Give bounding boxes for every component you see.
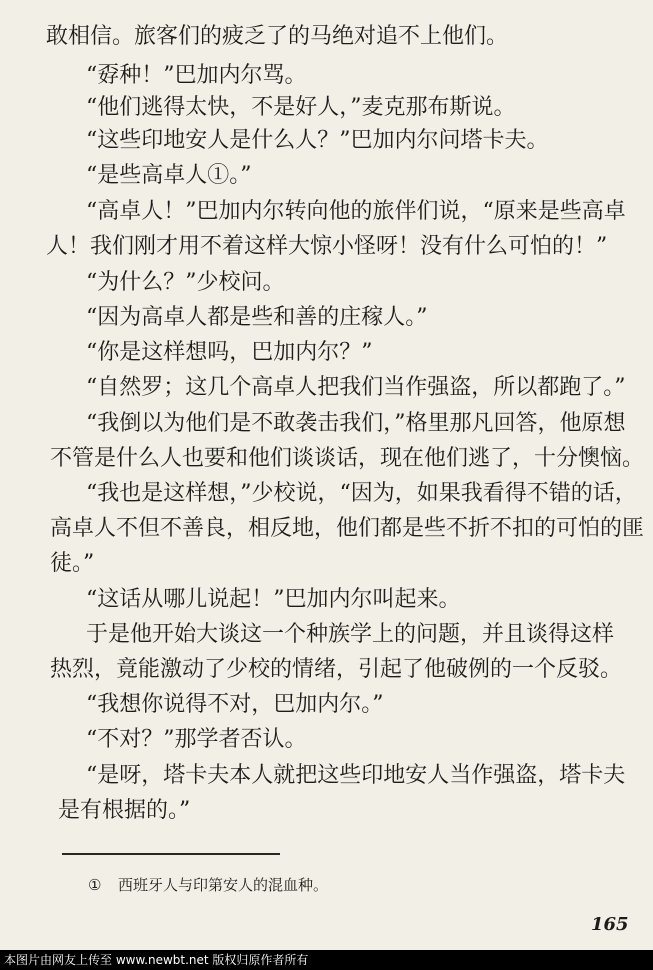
watermark-banner: 本图片由网友上传至 www.newbt.net 版权归原作者所有 <box>0 950 653 970</box>
text-line: 是有根据的。” <box>58 798 191 823</box>
text-line: “我想你说得不对，巴加内尔。” <box>86 692 384 717</box>
text-line: “为什么？”少校问。 <box>86 270 285 295</box>
footnote-divider <box>62 853 280 855</box>
text-line: “不对？”那学者否认。 <box>86 727 307 752</box>
text-line: 不管是什么人也要和他们谈谈话，现在他们逃了，十分懊恼。 <box>50 446 645 471</box>
text-line: 高卓人不但不善良，相反地，他们都是些不折不扣的可怕的匪 <box>50 516 645 541</box>
page-number: 165 <box>591 914 629 935</box>
text-line: 敢相信。旅客们的疲乏了的马绝对追不上他们。 <box>46 24 509 49</box>
text-line: “他们逃得太快，不是好人，”麦克那布斯说。 <box>86 95 516 120</box>
text-line: 徒。” <box>50 551 95 576</box>
text-line: “这些印地安人是什么人？”巴加内尔问塔卡夫。 <box>86 128 549 153</box>
text-line: “是些高卓人①。” <box>86 163 252 188</box>
text-line: “你是这样想吗，巴加内尔？” <box>86 340 373 365</box>
footnote <box>88 875 328 895</box>
text-line: “我倒以为他们是不敢袭击我们，”格里那凡回答，他原想 <box>86 411 626 436</box>
text-line: “我也是这样想，”少校说，“因为，如果我看得不错的话， <box>86 481 637 506</box>
text-line: “高卓人！”巴加内尔转向他的旅伴们说，“原来是些高卓 <box>86 199 626 224</box>
text-line: “孬种！”巴加内尔骂。 <box>86 63 307 88</box>
text-line: “是呀，塔卡夫本人就把这些印地安人当作强盗，塔卡夫 <box>86 763 626 788</box>
text-line: 热烈，竟能激动了少校的情绪，引起了他破例的一个反驳。 <box>50 657 623 682</box>
text-line: “因为高卓人都是些和善的庄稼人。” <box>86 305 428 330</box>
text-line: “自然罗；这几个高卓人把我们当作强盗，所以都跑了。” <box>86 375 626 400</box>
text-line: 于是他开始大谈这一个种族学上的问题，并且谈得这样 <box>86 622 615 647</box>
footnote-text: 西班牙人与印第安人的混血种。 <box>118 876 329 894</box>
footnote-marker: ① <box>88 876 102 894</box>
text-line: “这话从哪儿说起！”巴加内尔叫起来。 <box>86 587 461 612</box>
text-line: 人！我们刚才用不着这样大惊小怪呀！没有什么可怕的！” <box>46 234 608 259</box>
